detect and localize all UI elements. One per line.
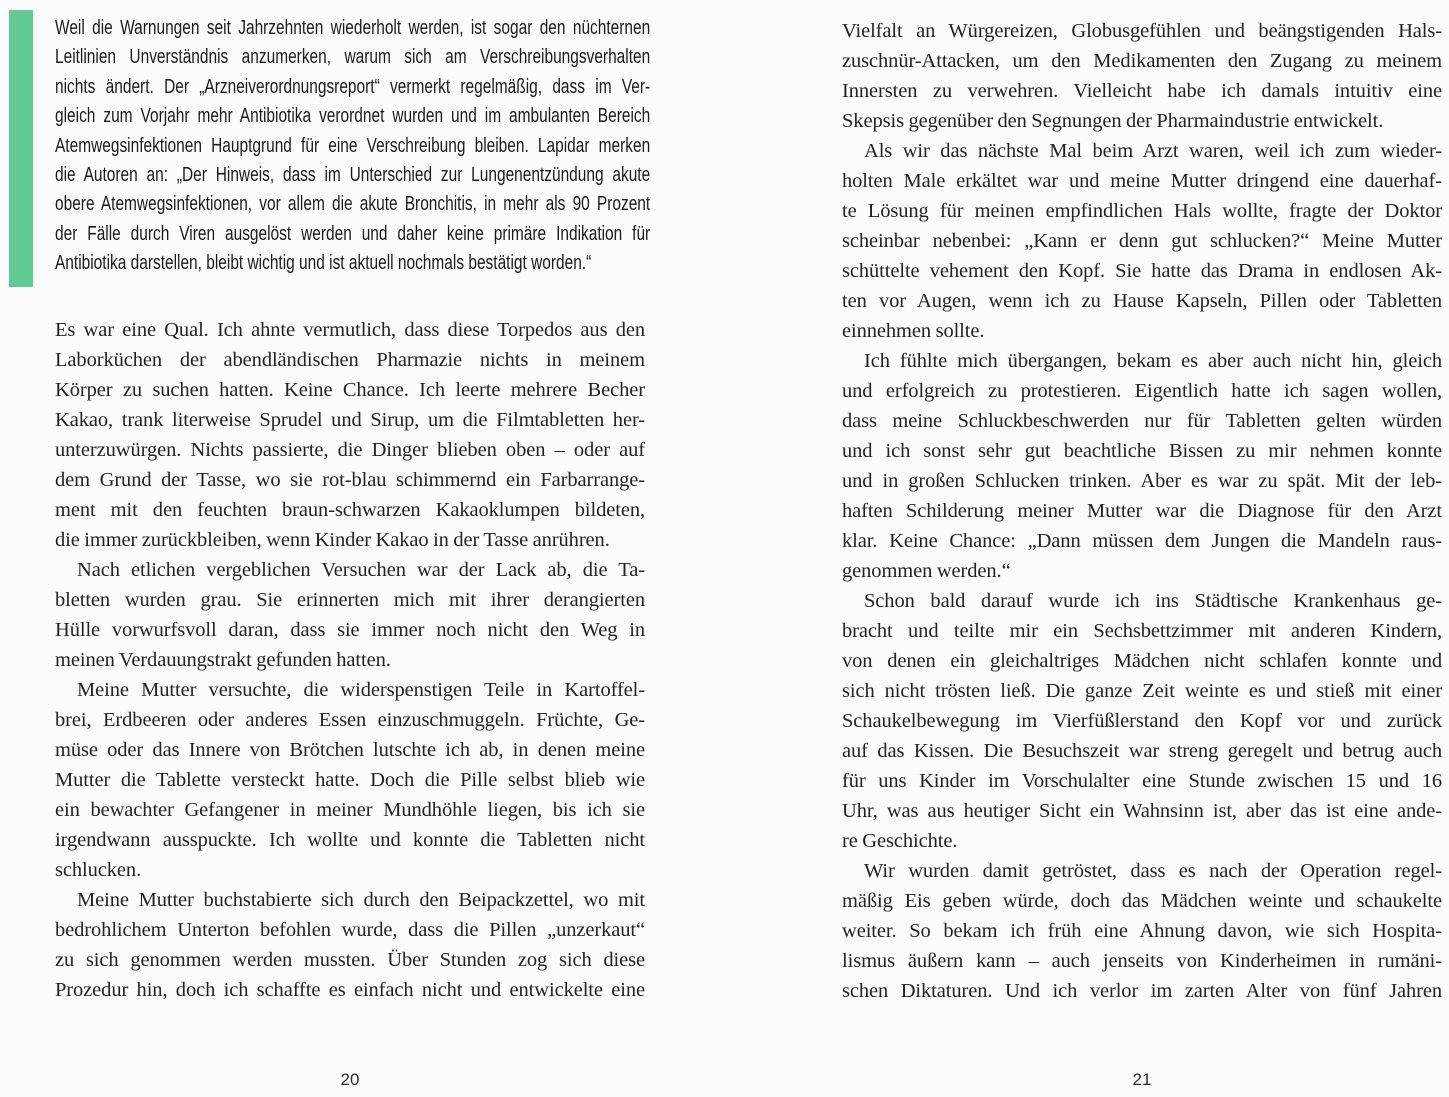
body-line: Es war eine Qual. Ich ahnte vermutlich, dass diese Torpedos aus den	[55, 319, 645, 341]
body-line: haften Schilderung meiner Mutter war die Diagnose für den Arzt	[842, 500, 1442, 522]
body-line: sich nicht trösten ließ. Die ganze Zeit weinte es und stieß mit einer	[842, 680, 1442, 702]
quote-line: Atemwegsinfektionen Hauptgrund für eine Verschreibung bleiben. Lapidar merken	[55, 134, 651, 157]
paragraph	[842, 856, 1442, 1006]
body-line: mäßig Eis geben würde, doch das Mädchen weinte und schaukelte	[842, 890, 1442, 912]
body-line: brei, Erdbeeren oder anderes Essen einzuschmuggeln. Früchte, Ge-	[55, 709, 645, 731]
body-line: bedrohlichem Unterton befohlen wurde, dass die Pillen „unzerkaut“	[55, 919, 645, 941]
body-line: scheinbar nebenbei: „Kann er denn gut schlucken?“ Meine Mutter	[842, 230, 1442, 252]
body-line: ein bewachter Gefangener in meiner Mundhöhle liegen, bis ich sie	[55, 799, 645, 821]
body-line: genommen werden.“	[842, 560, 1011, 582]
page-20-body-text	[55, 315, 645, 1005]
body-line: re Geschichte.	[842, 830, 958, 852]
body-line: Als wir das nächste Mal beim Arzt waren, weil ich zum wieder-	[864, 140, 1442, 162]
body-line: Schaukelbewegung im Vierfüßlerstand den Kopf vor und zurück	[842, 710, 1442, 732]
body-line: müse oder das Innere von Brötchen lutschte ich ab, in denen meine	[55, 739, 645, 761]
quote-line: Leitlinien Unverständnis anzumerken, warum sich am Verschreibungsverhalten	[55, 46, 651, 69]
body-line: irgendwann ausspuckte. Ich wollte und konnte die Tabletten nicht	[55, 829, 645, 851]
body-line: Wir wurden damit getröstet, dass es nach der Operation regel-	[864, 860, 1442, 882]
body-line: te Lösung für meinen empfindlichen Hals wollte, fragte der Doktor	[842, 200, 1442, 222]
page-number-21: 21	[1132, 1070, 1152, 1089]
quote-line: Weil die Warnungen seit Jahrzehnten wiederholt werden, ist sogar den nüchternen	[55, 17, 651, 39]
body-line: Kakao, trank literweise Sprudel und Sirup, um die Filmtabletten her-	[55, 409, 645, 431]
paragraph	[55, 885, 645, 1005]
body-line: Mutter die Tablette versteckt hatte. Doch die Pille selbst blieb wie	[55, 769, 645, 791]
quote-line: die Autoren an: „Der Hinweis, dass im Unterschied zur Lungenentzündung akute	[55, 164, 651, 187]
body-line: zu sich genommen werden mussten. Über Stunden zog sich diese	[55, 949, 645, 971]
body-line: Innersten zu verwehren. Vielleicht habe ich damals intuitiv eine	[842, 80, 1442, 102]
body-line: klar. Keine Chance: „Dann müssen dem Jungen die Mandeln raus-	[842, 530, 1442, 552]
body-line: weiter. So bekam ich früh eine Ahnung davon, wie sich Hospita-	[842, 920, 1442, 942]
body-line: holten Male erkältet war und meine Mutter dringend eine dauerhaf-	[842, 170, 1442, 192]
body-line: Vielfalt an Würgereizen, Globusgefühlen und beängstigenden Hals-	[842, 20, 1442, 42]
page-number-20: 20	[340, 1070, 360, 1089]
body-line: Nach etlichen vergeblichen Versuchen war der Lack ab, die Ta-	[77, 559, 645, 581]
body-line: von denen ein gleichaltriges Mädchen nicht schlafen konnte und	[842, 650, 1442, 672]
body-line: Skepsis gegenüber den Segnungen der Pharmaindustrie entwickelt.	[842, 110, 1384, 132]
body-line: meinen Verdauungstrakt gefunden hatten.	[55, 649, 391, 671]
body-line: schüttelte vehement den Kopf. Sie hatte das Drama in endlosen Ak-	[842, 260, 1442, 282]
body-line: dass meine Schluckbeschwerden nur für Tabletten gelten würden	[842, 410, 1442, 432]
body-line: Uhr, was aus heutiger Sicht ein Wahnsinn ist, aber das ist eine ande-	[842, 800, 1442, 822]
body-line: und in großen Schlucken trinken. Aber es war zu spät. Mit der leb-	[842, 470, 1442, 492]
body-line: Hülle vorwurfsvoll daran, dass sie immer noch nicht den Weg in	[55, 619, 645, 641]
body-line: für uns Kinder im Vorschulalter eine Stunde zwischen 15 und 16	[842, 770, 1442, 792]
quote-line: Antibiotika darstellen, bleibt wichtig und ist aktuell nochmals bestätigt worden.“	[55, 252, 592, 275]
pull-quote	[55, 14, 650, 279]
body-line: Meine Mutter versuchte, die widerspenstigen Teile in Kartoffel-	[77, 679, 645, 701]
body-line: die immer zurückbleiben, wenn Kinder Kakao in der Tasse anrühren.	[55, 529, 610, 551]
quote-accent-bar	[9, 10, 33, 287]
body-line: ment mit den feuchten braun-schwarzen Kakaoklumpen bildeten,	[55, 499, 645, 521]
page-21-body-text	[842, 16, 1442, 1006]
quote-line: gleich zum Vorjahr mehr Antibiotika verordnet wurden und im ambulanten Bereich	[55, 105, 651, 128]
body-line: bracht und teilte mir ein Sechsbettzimmer mit anderen Kindern,	[842, 620, 1442, 642]
body-line: lismus äußern kann – auch jenseits von Kinderheimen in rumäni-	[842, 950, 1442, 972]
body-line: Schon bald darauf wurde ich ins Städtische Krankenhaus ge-	[864, 590, 1442, 612]
body-line: einnehmen sollte.	[842, 320, 985, 342]
body-line: Meine Mutter buchstabierte sich durch den Beipackzettel, wo mit	[77, 889, 645, 911]
paragraph	[55, 315, 645, 555]
paragraph	[842, 586, 1442, 856]
body-line: Körper zu suchen hatten. Keine Chance. Ich leerte mehrere Becher	[55, 379, 645, 401]
body-line: dem Grund der Tasse, wo sie rot-blau schimmernd ein Farbarrange-	[55, 469, 645, 491]
paragraph	[55, 675, 645, 885]
body-line: zuschnür-Attacken, um den Medikamenten den Zugang zu meinem	[842, 50, 1442, 72]
paragraph	[842, 346, 1442, 586]
body-line: ten vor Augen, wenn ich zu Hause Kapseln, Pillen oder Tabletten	[842, 290, 1442, 312]
body-line: Ich fühlte mich übergangen, bekam es aber auch nicht hin, gleich	[864, 350, 1442, 372]
paragraph	[842, 136, 1442, 346]
body-line: bletten wurden grau. Sie erinnerten mich mit ihrer derangierten	[55, 589, 645, 611]
body-line: schen Diktaturen. Und ich verlor im zarten Alter von fünf Jahren	[842, 980, 1442, 1002]
quote-line: obere Atemwegsinfektionen, vor allem die akute Bronchitis, in mehr als 90 Prozent	[55, 193, 651, 216]
body-line: Laborküchen der abendländischen Pharmazie nichts in meinem	[55, 349, 645, 371]
quote-line: nichts ändert. Der „Arzneiverordnungsreport“ vermerkt regelmäßig, dass im Ver-	[55, 75, 651, 98]
body-line: schlucken.	[55, 859, 142, 881]
body-line: auf das Kissen. Die Besuchszeit war streng geregelt und betrug auch	[842, 740, 1442, 762]
body-line: und erfolgreich zu protestieren. Eigentlich hatte ich sagen wollen,	[842, 380, 1442, 402]
paragraph	[842, 16, 1442, 136]
quote-line: der Fälle durch Viren ausgelöst werden und daher keine primäre Indikation für	[55, 222, 651, 245]
body-line: Prozedur hin, doch ich schaffte es einfach nicht und entwickelte eine	[55, 979, 645, 1001]
paragraph	[55, 555, 645, 675]
body-line: und ich sonst sehr gut beachtliche Bissen zu mir nehmen konnte	[842, 440, 1442, 462]
body-line: unterzuwürgen. Nichts passierte, die Dinger blieben oben – oder auf	[55, 439, 645, 461]
